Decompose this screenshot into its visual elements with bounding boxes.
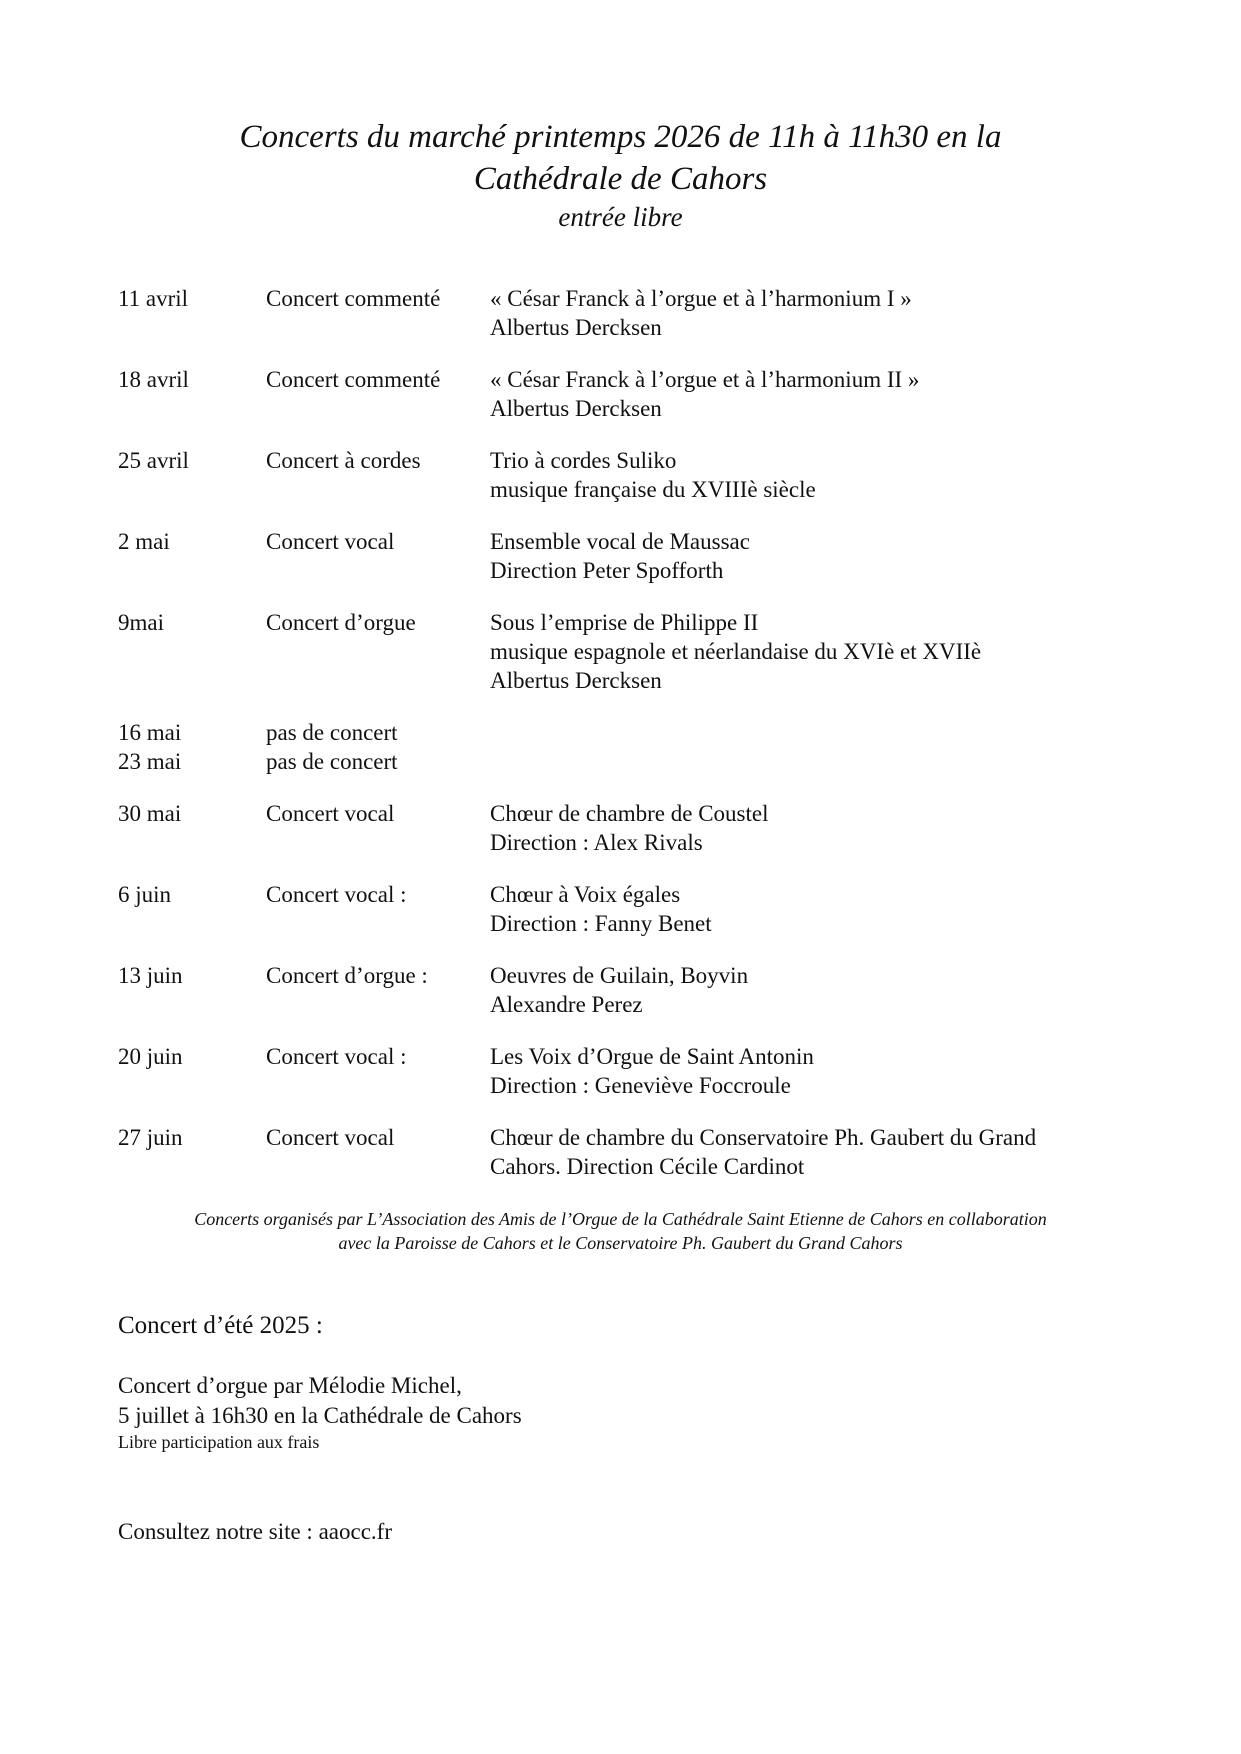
concert-detail-line: Albertus Dercksen (490, 668, 662, 693)
concert-details (490, 718, 1158, 747)
concert-type: Concert à cordes (266, 448, 421, 473)
concert-type: Concert commenté (266, 286, 441, 311)
concert-date: 16 mai (118, 720, 182, 745)
concert-detail-line: Direction Peter Spofforth (490, 558, 724, 583)
schedule-row (118, 747, 1158, 776)
concert-detail-line: « César Franck à l’orgue et à l’harmonium I » (490, 286, 912, 311)
concert-type: Concert d’orgue : (266, 963, 428, 988)
concert-detail-line: Direction : Fanny Benet (490, 911, 712, 936)
concert-date: 30 mai (118, 801, 182, 826)
concert-type: Concert vocal (266, 801, 395, 826)
schedule-row (118, 527, 1158, 585)
schedule-row (118, 961, 1158, 1019)
concert-details (490, 527, 1158, 585)
concert-detail-line: musique espagnole et néerlandaise du XVIè et XVIIè (490, 639, 982, 664)
schedule-row (118, 718, 1158, 747)
schedule-row (118, 1123, 1158, 1181)
concert-type: pas de concert (266, 749, 398, 774)
concert-date: 2 mai (118, 529, 170, 554)
concert-detail-line: Sous l’emprise de Philippe II (490, 610, 759, 635)
concert-detail-line: Cahors. Direction Cécile Cardinot (490, 1154, 805, 1179)
schedule-row (118, 446, 1158, 504)
spacer (118, 1341, 1241, 1371)
concert-detail-line: Oeuvres de Guilain, Boyvin (490, 963, 749, 988)
concert-type: Concert d’orgue (266, 610, 416, 635)
concert-detail-line: Chœur de chambre de Coustel (490, 801, 769, 826)
summer-concert-title: Concert d’été 2025 : (118, 1312, 323, 1339)
concert-detail-line: Trio à cordes Suliko (490, 448, 677, 473)
concert-details (490, 1123, 1158, 1181)
concert-date: 11 avril (118, 286, 189, 311)
concert-details (490, 365, 1158, 423)
summer-concert-note: Libre participation aux frais (118, 1432, 320, 1452)
concert-date: 13 juin (118, 963, 183, 988)
concert-details (490, 284, 1158, 342)
concert-detail-line: Direction : Alex Rivals (490, 830, 703, 855)
concert-detail-line: Les Voix d’Orgue de Saint Antonin (490, 1044, 814, 1069)
concert-type: Concert vocal : (266, 1044, 407, 1069)
concert-date: 27 juin (118, 1125, 183, 1150)
concert-details (490, 608, 1158, 695)
concert-type: pas de concert (266, 720, 398, 745)
schedule-row (118, 608, 1158, 695)
organizer-note-line1: Concerts organisés par L’Association des Amis de l’Orgue de la Cathédrale Saint Etienne de Cahors en collaboration (194, 1209, 1047, 1229)
concert-detail-line: « César Franck à l’orgue et à l’harmonium II » (490, 367, 920, 392)
concert-detail-line: Chœur de chambre du Conservatoire Ph. Gaubert du Grand (490, 1125, 1037, 1150)
concert-date: 20 juin (118, 1044, 183, 1069)
concert-date: 23 mai (118, 749, 182, 774)
concert-details (490, 1042, 1158, 1100)
organizer-note-line2: avec la Paroisse de Cahors et le Conservatoire Ph. Gaubert du Grand Cahors (338, 1233, 903, 1253)
concert-details (490, 880, 1158, 938)
concert-schedule (118, 284, 1158, 1181)
page-title-line2: Cathédrale de Cahors (473, 161, 768, 197)
summer-concert (118, 1311, 1241, 1453)
concert-type: Concert vocal (266, 529, 395, 554)
schedule-row (118, 880, 1158, 938)
schedule-row (118, 799, 1158, 857)
concert-type: Concert commenté (266, 367, 441, 392)
concert-details (490, 747, 1158, 776)
concert-details (490, 799, 1158, 857)
concert-detail-line: Direction : Geneviève Foccroule (490, 1073, 791, 1098)
concert-detail-line: musique française du XVIIIè siècle (490, 477, 816, 502)
page-title-line1: Concerts du marché printemps 2026 de 11h à 11h30 en la (239, 119, 1002, 155)
schedule-row (118, 284, 1158, 342)
concert-date: 18 avril (118, 367, 189, 392)
summer-concert-line1: Concert d’orgue par Mélodie Michel, (118, 1373, 462, 1398)
concert-date: 25 avril (118, 448, 189, 473)
concert-detail-line: Albertus Dercksen (490, 315, 662, 340)
website-line: Consultez notre site : aaocc.fr (118, 1519, 392, 1544)
concert-detail-line: Chœur à Voix égales (490, 882, 681, 907)
schedule-row (118, 1042, 1158, 1100)
concert-detail-line: Ensemble vocal de Maussac (490, 529, 750, 554)
concert-details (490, 446, 1158, 504)
concert-details (490, 961, 1158, 1019)
schedule-row (118, 365, 1158, 423)
concert-detail-line: Albertus Dercksen (490, 396, 662, 421)
concert-type: Concert vocal : (266, 882, 407, 907)
concert-date: 6 juin (118, 882, 172, 907)
concert-type: Concert vocal (266, 1125, 395, 1150)
concert-date: 9mai (118, 610, 164, 635)
organizer-note (0, 1207, 1241, 1255)
page-subtitle: entrée libre (558, 202, 683, 232)
concert-detail-line: Alexandre Perez (490, 992, 643, 1017)
summer-concert-line2: 5 juillet à 16h30 en la Cathédrale de Cahors (118, 1403, 522, 1428)
